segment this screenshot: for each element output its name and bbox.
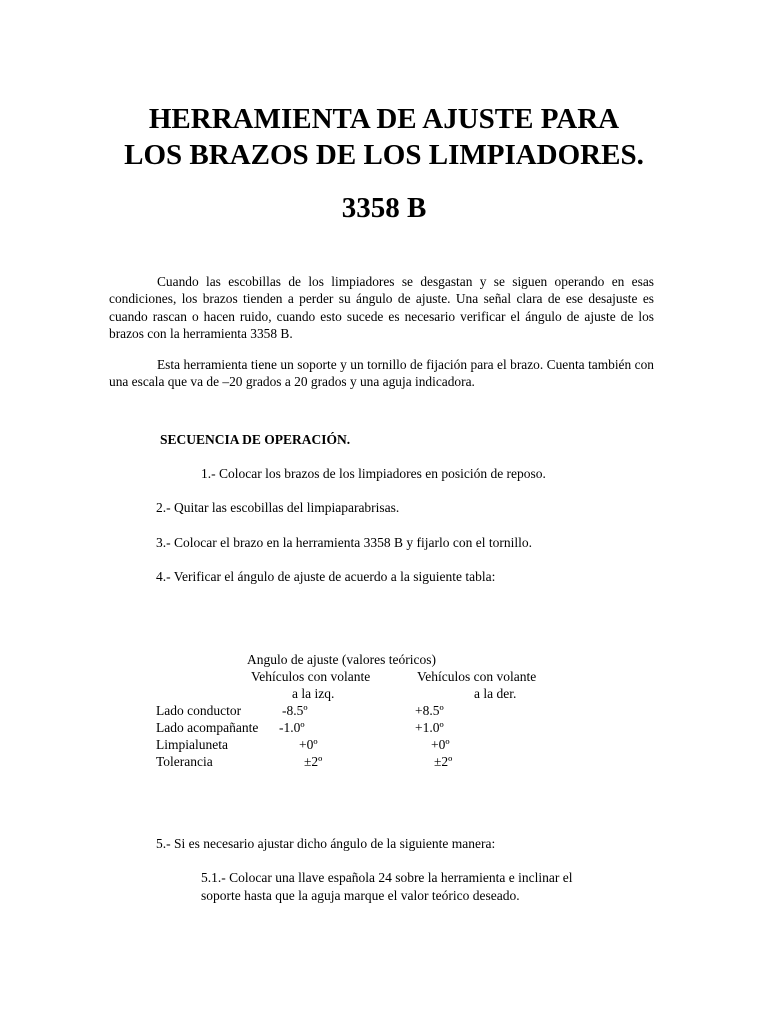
- row-label: Lado conductor: [156, 703, 242, 718]
- table-caption: Angulo de ajuste (valores teóricos): [247, 652, 436, 667]
- col-right-header-1: Vehículos con volante: [417, 669, 537, 684]
- paragraph-1-text: Cuando las escobillas de los limpiadores se desgastan y se siguen operando en esas condiciones, los brazos tienden a perder su ángulo de ajuste. Una señal clara de ese desajuste es cuando rascan o hacen ruido, cuando esto sucede es necesario verificar el ángulo de ajuste de los brazos con la herramienta 3358 B.: [109, 274, 654, 341]
- description-paragraph: [109, 356, 654, 391]
- row-label: Tolerancia: [156, 754, 213, 769]
- row-right-value: +0º: [431, 737, 450, 752]
- row-left-value: -1.0º: [279, 720, 305, 735]
- row-left-value: ±2º: [304, 754, 323, 769]
- row-left-value: +0º: [299, 737, 318, 752]
- paragraph-2-text: Esta herramienta tiene un soporte y un tornillo de fijación para el brazo. Cuenta también con una escala que va de –20 grados a 20 grados y una aguja indicadora.: [109, 357, 654, 390]
- title-line-1: HERRAMIENTA DE AJUSTE PARA: [148, 103, 620, 135]
- step-3: 3.- Colocar el brazo en la herramienta 3358 B y fijarlo con el tornillo.: [156, 535, 532, 550]
- step-1: 1.- Colocar los brazos de los limpiadores en posición de reposo.: [201, 466, 546, 481]
- row-label: Lado acompañante: [156, 720, 259, 735]
- intro-paragraph: [109, 273, 654, 342]
- col-left-header-1: Vehículos con volante: [251, 669, 371, 684]
- row-left-value: -8.5º: [282, 703, 308, 718]
- title-line-2: LOS BRAZOS DE LOS LIMPIADORES.: [124, 139, 644, 171]
- row-label: Limpialuneta: [156, 737, 228, 752]
- step-2: 2.- Quitar las escobillas del limpiaparabrisas.: [156, 500, 400, 515]
- section-title: SECUENCIA DE OPERACIÓN.: [160, 432, 351, 447]
- row-right-value: +1.0º: [415, 720, 444, 735]
- title-block: [0, 101, 768, 173]
- substep-5-1: 5.1.- Colocar una llave española 24 sobre la herramienta e inclinar el soporte hasta que la aguja marque el valor teórico deseado.: [201, 870, 573, 903]
- col-left-header-2: a la izq.: [292, 686, 335, 701]
- row-right-value: ±2º: [434, 754, 453, 769]
- col-right-header-2: a la der.: [474, 686, 517, 701]
- row-right-value: +8.5º: [415, 703, 444, 718]
- step-4: 4.- Verificar el ángulo de ajuste de acuerdo a la siguiente tabla:: [156, 569, 496, 584]
- tool-code: 3358 B: [341, 192, 427, 224]
- step-5: 5.- Si es necesario ajustar dicho ángulo de la siguiente manera:: [156, 836, 496, 851]
